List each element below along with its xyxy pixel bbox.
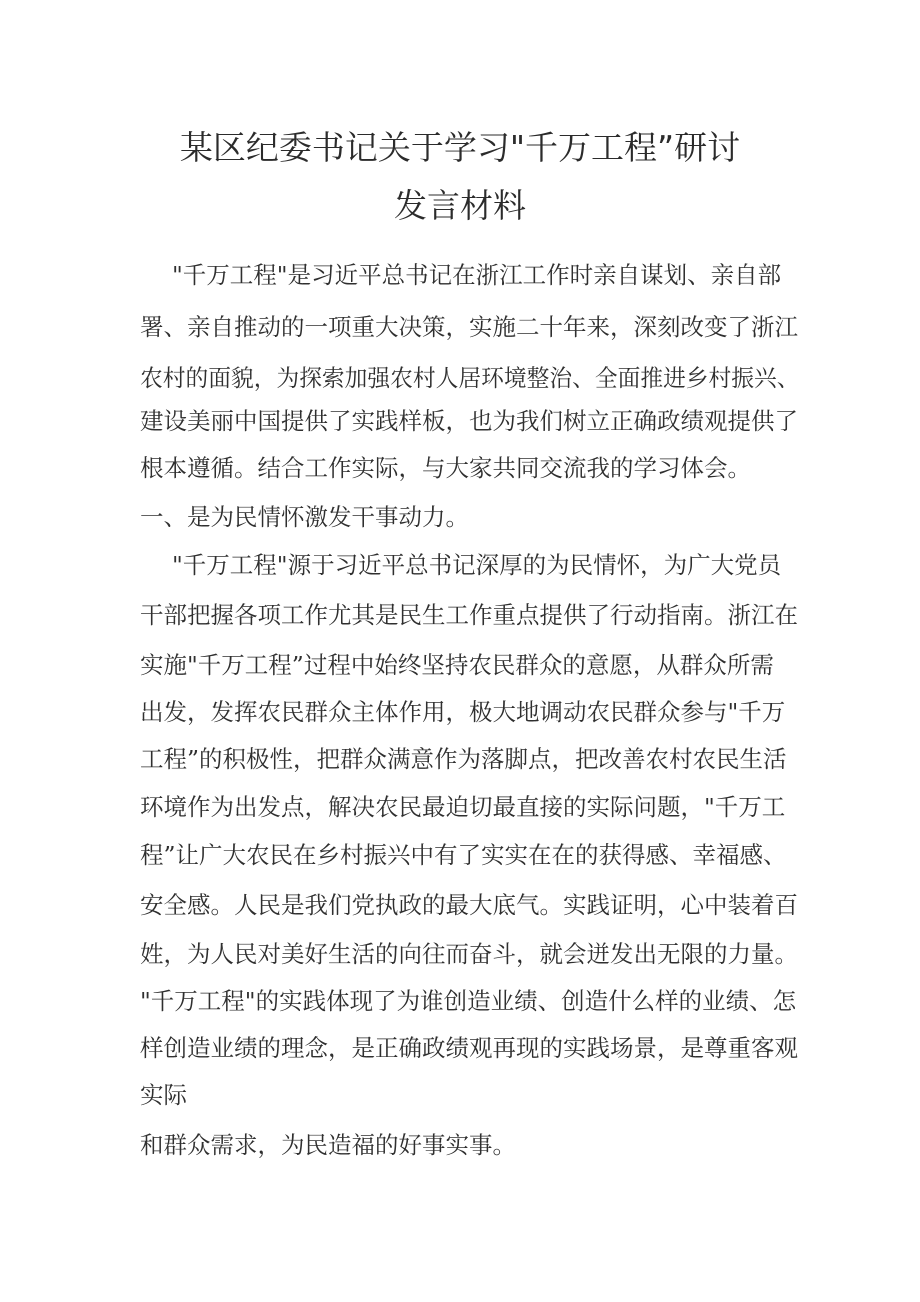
- body-line: 程”让广大农民在乡村振兴中有了实实在在的获得感、幸福感、: [140, 841, 787, 869]
- body-line: "千万工程"是习近平总书记在浙江工作时亲自谋划、亲自部: [172, 261, 782, 289]
- body-line: 实施"千万工程”过程中始终坚持农民群众的意愿，从群众所需: [140, 651, 774, 679]
- body-line: 根本遵循。结合工作实际，与大家共同交流我的学习体会。: [140, 454, 751, 482]
- body-line: 出发，发挥农民群众主体作用，极大地调动农民群众参与"千万: [140, 698, 786, 726]
- body-line: 干部把握各项工作尤其是民生工作重点提供了行动指南。浙江在: [140, 601, 798, 629]
- section-heading: 一、是为民情怀激发干事动力。: [140, 503, 469, 531]
- title-text: 发言材料: [394, 186, 526, 225]
- body-line: 建设美丽中国提供了实践样板，也为我们树立正确政绩观提供了: [140, 407, 798, 435]
- body-line: 工程”的积极性，把群众满意作为落脚点，把改善农村农民生活: [140, 745, 787, 773]
- body-line: 安全感。人民是我们党执政的最大底气。实践证明，心中装着百: [140, 891, 798, 919]
- body-line: "千万工程"源于习近平总书记深厚的为民情怀，为广大党员: [172, 551, 782, 579]
- document-title-line-2: [0, 186, 920, 226]
- body-line: 姓，为人民对美好生活的向往而奋斗，就会迸发出无限的力量。: [140, 940, 798, 968]
- title-text: 某区纪委书记关于学习"千万工程”研讨: [179, 128, 741, 167]
- body-line: 实际: [140, 1081, 187, 1109]
- body-line: 和群众需求，为民造福的好事实事。: [140, 1131, 516, 1159]
- body-line: 环境作为出发点，解决农民最迫切最直接的实际问题，"千万工: [140, 793, 786, 821]
- body-line: 署、亲自推动的一项重大决策，实施二十年来，深刻改变了浙江: [140, 313, 798, 341]
- body-line: 样创造业绩的理念，是正确政绩观再现的实践场景，是尊重客观: [140, 1034, 798, 1062]
- body-line: 农村的面貌，为探索加强农村人居环境整治、全面推进乡村振兴、: [140, 364, 800, 392]
- body-line: "千万工程"的实践体现了为谁创造业绩、创造什么样的业绩、怎: [140, 987, 797, 1015]
- document-title-line-1: [0, 128, 920, 168]
